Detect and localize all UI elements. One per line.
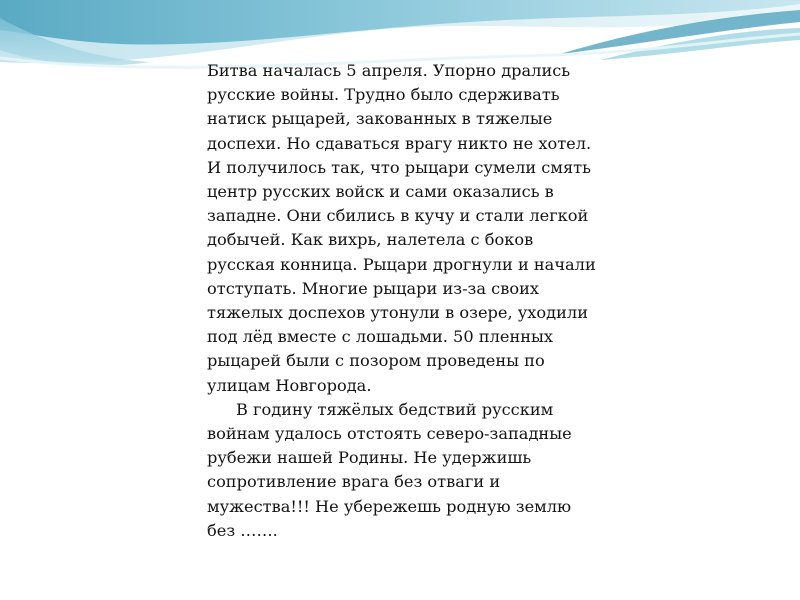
paragraph-conclusion: В годину тяжёлых бедствий русским войнам удалось отстоять северо-западные рубежи нашей Родины. Не удержишь сопротивление врага без отваги и мужества!!! Не убережешь родную землю без …….: [207, 399, 572, 540]
paragraph-battle: Битва началась 5 апреля. Упорно дрались русские войны. Трудно было сдерживать натиск рыцарей, закованных в тяжелые доспехи. Но сдаваться врагу никто не хотел. И получилось так, что рыцари сумели смять центр русских войск и сами оказались в западне. Они сбились в кучу и стали легкой добычей. Как вихрь, налетела с боков русская конница. Рыцари дрогнули и начали отступать. Многие рыцари из-за своих тяжелых доспехов утонули в озере, уходили под лёд вместе с лошадьми. 50 пленных рыцарей были с позором проведены по улицам Новгорода.: [207, 61, 596, 395]
slide-body-text: [207, 59, 597, 543]
